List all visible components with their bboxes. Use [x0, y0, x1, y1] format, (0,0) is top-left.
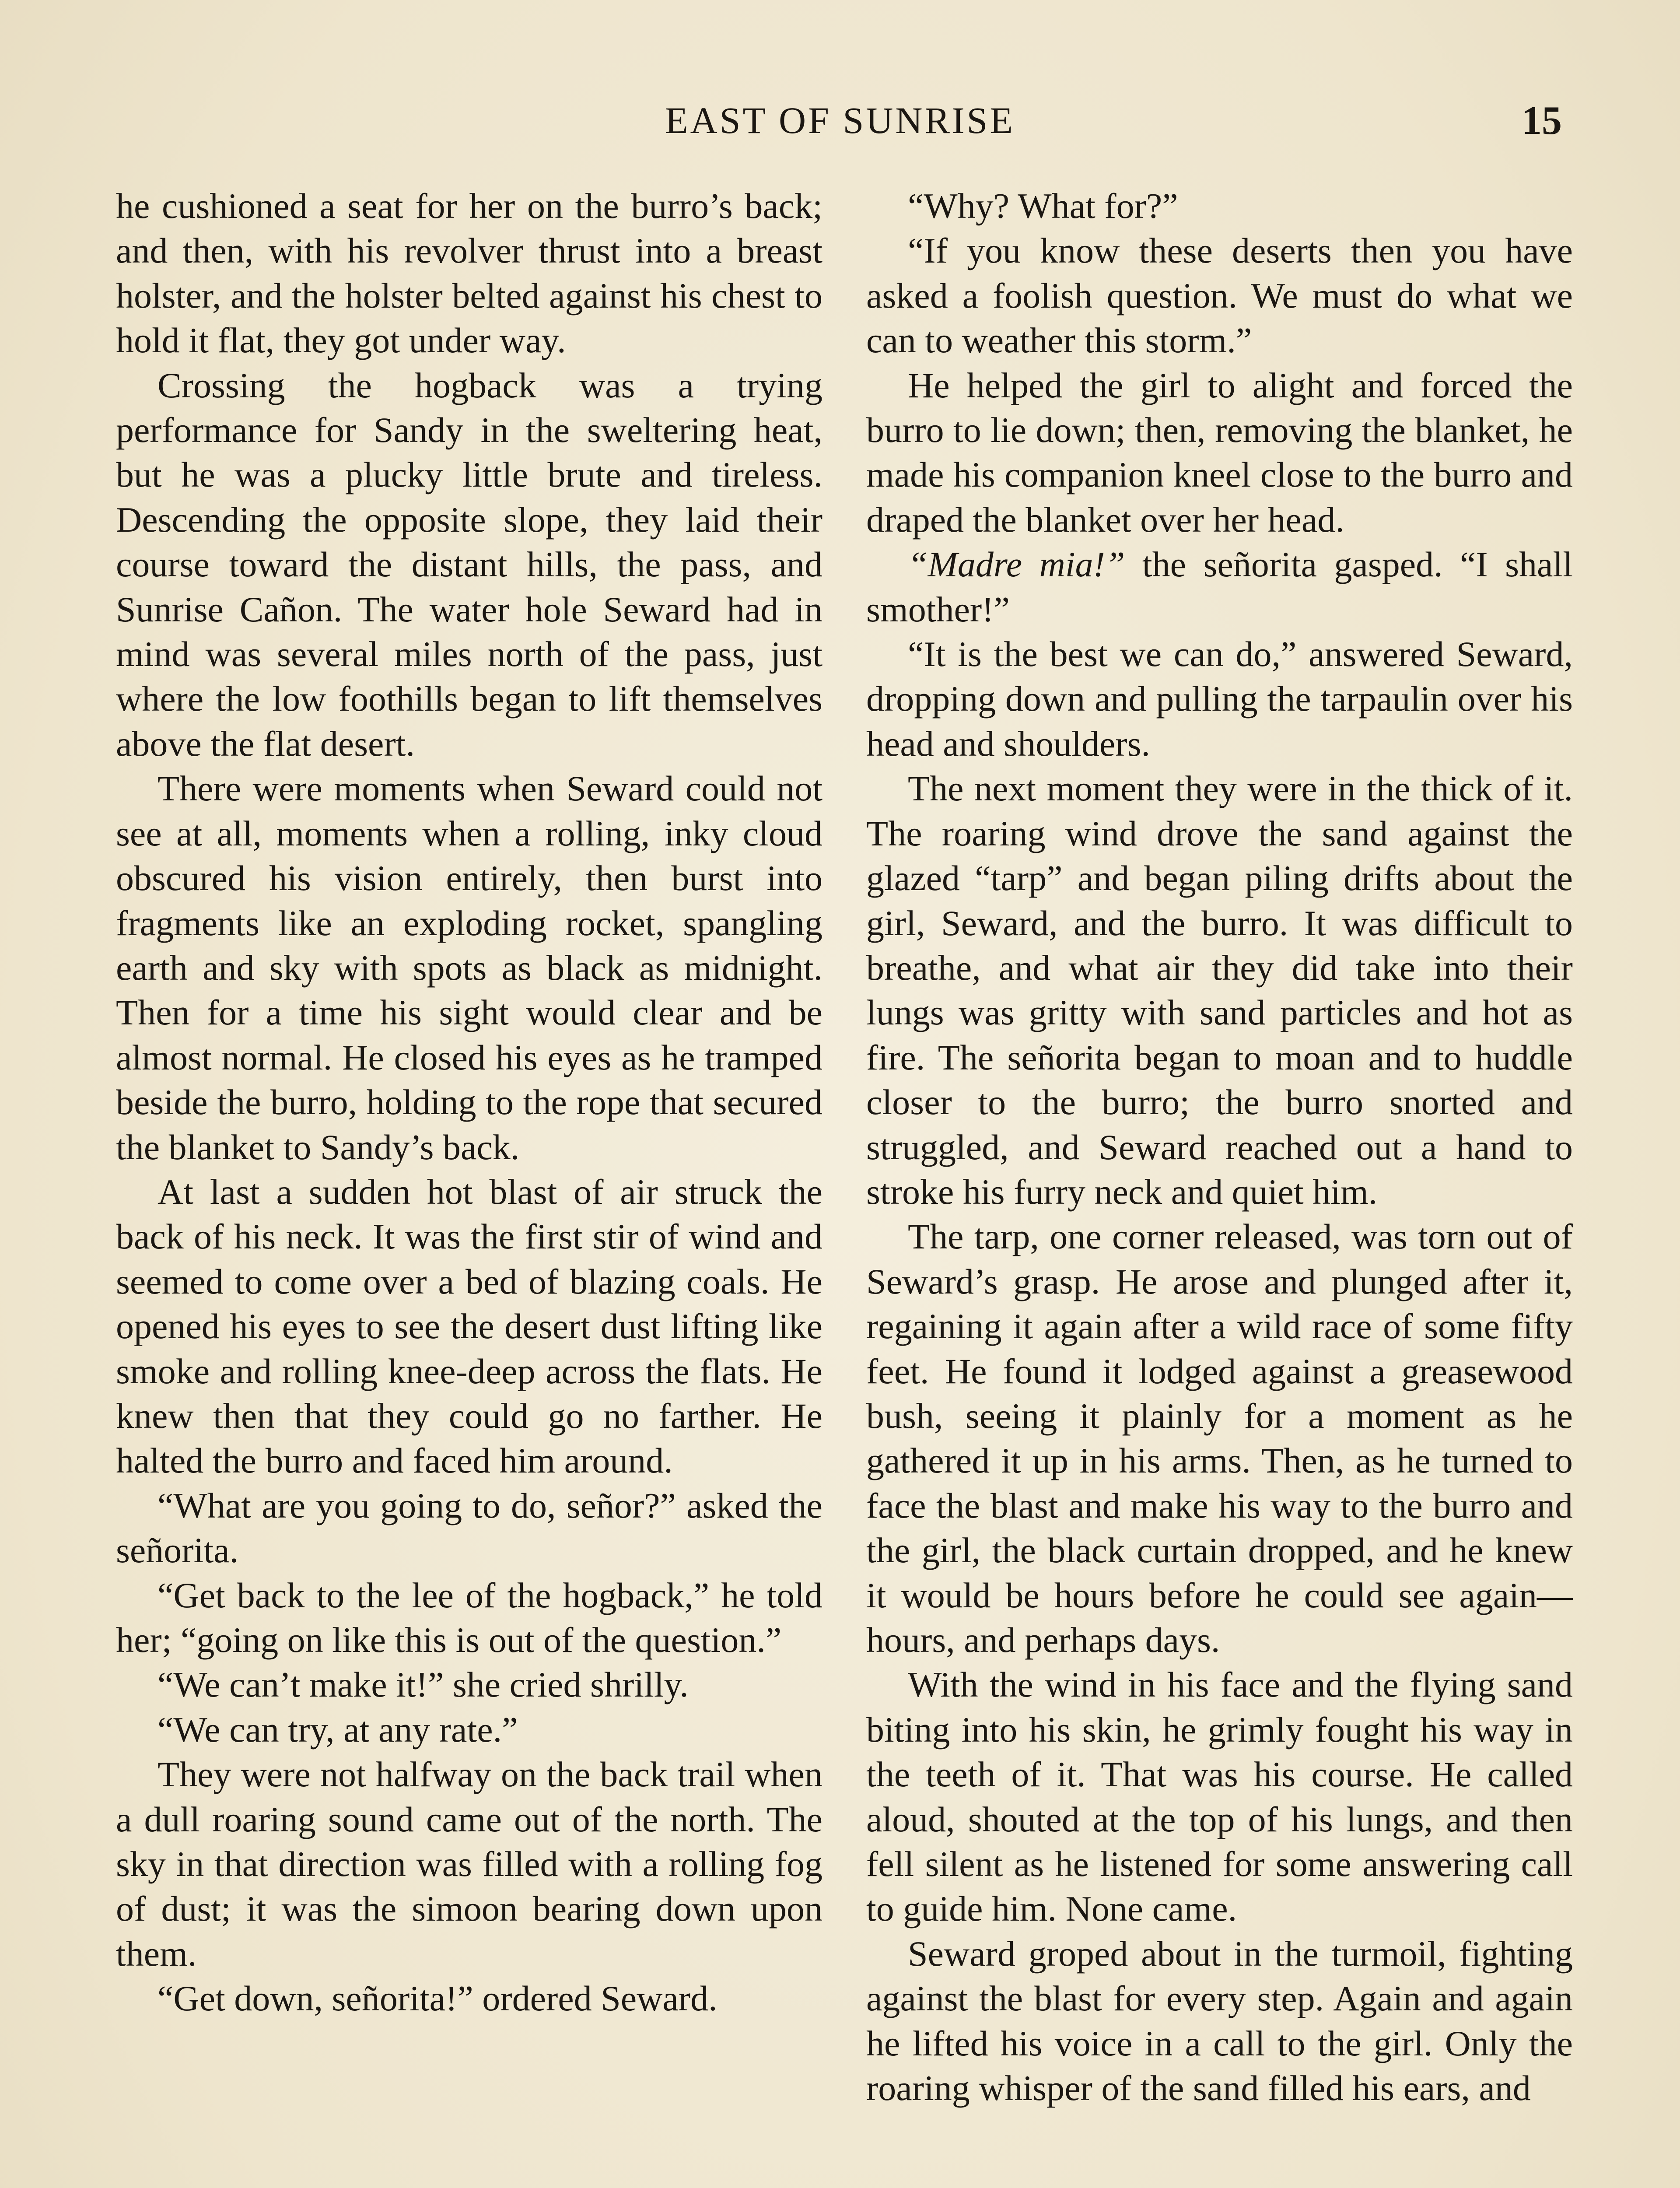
paragraph: “If you know these deserts then you have asked a foolish question. We must do what we can to weather this storm.” — [866, 231, 1573, 361]
paragraph: They were not halfway on the back trail when a dull roaring sound came out of the north. The sky in that direction was filled with a rolling fog of dust; it was the simoon bearing down upon them. — [116, 1754, 822, 1974]
paragraph: “Why? What for?” — [908, 186, 1178, 226]
paragraph: With the wind in his face and the flying sand biting into his skin, he grimly fought his way in the teeth of it. That was his course. He called aloud, shouted at the top of his lungs, and then fell silent as he listened for some answering call to guide him. None came. — [866, 1665, 1573, 1929]
paragraph — [866, 542, 1573, 632]
paragraph-text: the señorita gasped. “I shall smother!” — [866, 544, 1573, 629]
paragraph: Crossing the hogback was a trying performance for Sandy in the sweltering heat, but he was a plucky little brute and tireless. Descending the opposite slope, they laid their course toward the distant hills, the pass, and Sunrise Cañon. The water hole Seward had in mind was several miles north of the pass, just where the low foothills began to lift themselves above the flat desert. — [116, 365, 822, 764]
paragraph: he cushioned a seat for her on the burro’s back; and then, with his revolver thrust into a breast holster, and the holster belted against his chest to hold it flat, they got under way. — [116, 186, 822, 361]
right-column — [866, 184, 1573, 2111]
page-number: 15 — [1522, 98, 1562, 143]
paragraph: He helped the girl to alight and forced the burro to lie down; then, removing the blanket, he made his companion kneel close to the burro and draped the blanket over her head. — [866, 365, 1573, 540]
paragraph: Seward groped about in the turmoil, fighting against the blast for every step. Again and again he lifted his voice in a call to the girl. Only the roaring whisper of the sand filled his ears, and — [866, 1933, 1573, 2108]
paragraph: “What are you going to do, señor?” asked the señorita. — [116, 1485, 822, 1571]
running-head: EAST OF SUNRISE — [665, 99, 1015, 141]
paragraph: “We can try, at any rate.” — [158, 1709, 518, 1750]
left-column — [116, 184, 822, 2021]
italic-exclamation: “Madre mia!” — [908, 544, 1125, 585]
paragraph: The next moment they were in the thick of it. The roaring wind drove the sand against the glazed “tarp” and began piling drifts about the girl, Seward, and the burro. It was difficult to breathe, and what air they did take into their lungs was gritty with sand particles and hot as fire. The señorita began to moan and to huddle closer to the burro; the burro snorted and struggled, and Seward reached out a hand to stroke his furry neck and quiet him. — [866, 768, 1573, 1212]
paragraph: “Get down, señorita!” ordered Seward. — [158, 1978, 718, 2019]
paragraph: There were moments when Seward could not see at all, moments when a rolling, inky cloud obscured his vision entirely, then burst into fragments like an exploding rocket, spangling earth and sky with spots as black as midnight. Then for a time his sight would clear and be almost normal. He closed his eyes as he tramped beside the burro, holding to the rope that secured the blanket to Sandy’s back. — [116, 768, 822, 1167]
paragraph: “Get back to the lee of the hogback,” he told her; “going on like this is out of the question.” — [116, 1575, 822, 1660]
paragraph: The tarp, one corner released, was torn out of Seward’s grasp. He arose and plunged after it, regaining it again after a wild race of some fifty feet. He found it lodged against a greasewood bush, seeing it plainly for a moment as he gathered it up in his arms. Then, as he turned to face the blast and make his way to the burro and the girl, the black curtain dropped, and he knew it would be hours before he could see again—hours, and perhaps days. — [866, 1217, 1573, 1660]
paragraph: “It is the best we can do,” answered Seward, dropping down and pulling the tarpaulin over his head and shoulders. — [866, 634, 1573, 764]
paragraph: “We can’t make it!” she cried shrilly. — [158, 1665, 689, 1705]
paragraph: At last a sudden hot blast of air struck the back of his neck. It was the first stir of wind and seemed to come over a bed of blazing coals. He opened his eyes to see the desert dust lifting like smoke and rolling knee-deep across the flats. He knew then that they could go no farther. He halted the burro and faced him around. — [116, 1171, 822, 1481]
